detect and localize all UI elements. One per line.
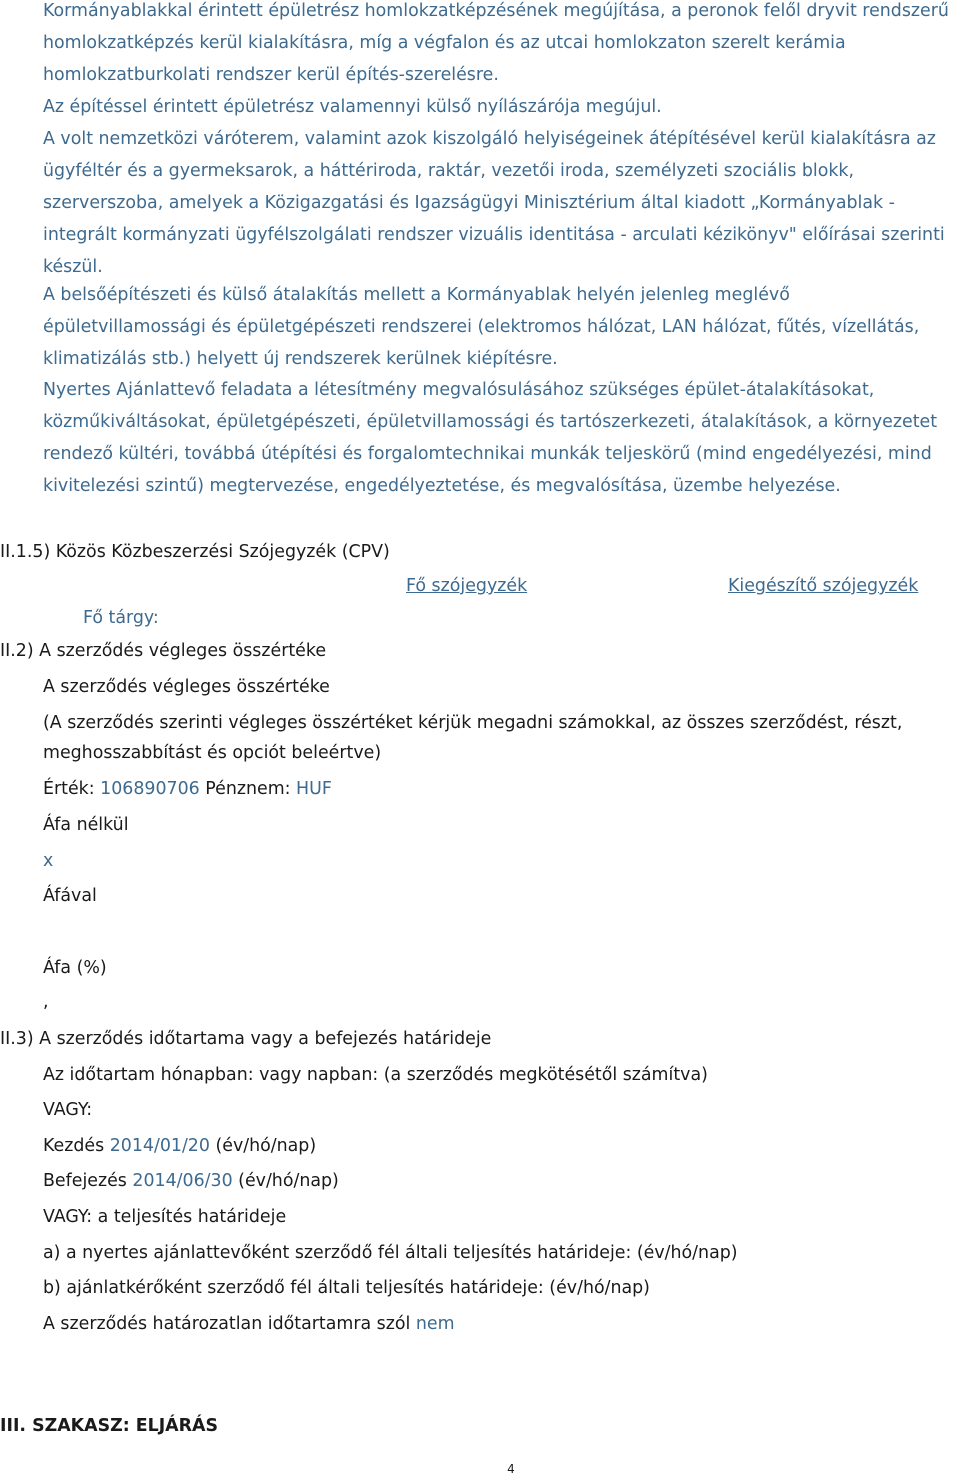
start-format: (év/hó/nap) [215, 1136, 317, 1156]
total-value-note-line-1: (A szerződés szerinti végleges összértéket kérjük megadni számokkal, az összes szerződést, részt, [43, 713, 903, 733]
main-vocabulary-link[interactable]: Fő szójegyzék [406, 576, 528, 596]
description-paragraph-1: Kormányablakkal érintett épületrész homlokzatképzésének megújítása, a peronok felől dryvit rendszerű homlokzatképzés kerül kialakításra, míg a végfalon és az utcai homlokzaton szerelt kerámia homlokzatburkolati rendszer kerül építés-szerelésre. [43, 1, 949, 85]
end-row [43, 1169, 339, 1193]
cpv-heading: II.1.5) Közös Közbeszerzési Szójegyzék (CPV) [0, 542, 390, 562]
deadline-line-b: b) ajánlatkérőként szerződő fél általi teljesítés határideje: (év/hó/nap) [43, 1278, 650, 1298]
duration-or-1: VAGY: [43, 1100, 93, 1120]
end-date: 2014/06/30 [132, 1171, 233, 1191]
value-amount: 106890706 [100, 779, 200, 799]
end-format: (év/hó/nap) [238, 1171, 339, 1191]
indefinite-row [43, 1312, 455, 1336]
vat-percent-label: Áfa (%) [43, 958, 107, 978]
deadline-line-a: a) a nyertes ajánlattevőként szerződő fél általi teljesítés határideje: (év/hó/nap) [43, 1243, 738, 1263]
duration-heading: II.3) A szerződés időtartama vagy a befejezés határideje [0, 1029, 492, 1049]
duration-months-days: Az időtartam hónapban: vagy napban: (a szerződés megkötésétől számítva) [43, 1065, 708, 1085]
indefinite-label: A szerződés határozatlan időtartamra szól [43, 1314, 411, 1334]
with-vat-label: Áfával [43, 886, 97, 906]
description-paragraph-2: Az építéssel érintett épületrész valamennyi külső nyílászárója megújul. [43, 97, 662, 117]
total-value-heading: II.2) A szerződés végleges összértéke [0, 641, 327, 661]
description-paragraph-4: A belsőépítészeti és külső átalakítás mellett a Kormányablak helyén jelenleg meglévő épületvillamossági és épületgépészeti rendszerei (elektromos hálózat, LAN hálózat, fűtés, vízellátás, klimatizálás stb.) helyett új rendszerek kerülnek kiépítésre. [43, 285, 920, 369]
end-label: Befejezés [43, 1171, 127, 1191]
vat-percent-value: , [43, 992, 49, 1012]
value-row [43, 777, 332, 801]
section-3-heading: III. SZAKASZ: ELJÁRÁS [0, 1416, 219, 1436]
total-value-note-line-2: meghosszabbítást és opciót beleértve) [43, 743, 382, 763]
value-label: Érték: [43, 779, 95, 799]
description-paragraph-5: Nyertes Ajánlattevő feladata a létesítmény megvalósulásához szükséges épület-átalakításokat, közműkiváltásokat, épületgépészeti, épületvillamossági és tartószerkezeti, átalakítások, a környezetet rendező kültéri, továbbá útépítési és forgalomtechnikai munkák teljeskörű (mind engedélyezési, mind kivitelezési szintű) megtervezése, engedélyeztetése, és megvalósítása, üzembe helyezése. [43, 380, 938, 496]
without-vat-mark: x [43, 851, 54, 871]
currency-value: HUF [296, 779, 332, 799]
start-row [43, 1134, 316, 1158]
currency-label: Pénznem: [205, 779, 291, 799]
indefinite-value: nem [415, 1314, 455, 1334]
total-value-subheading: A szerződés végleges összértéke [43, 677, 330, 697]
without-vat-label: Áfa nélkül [43, 815, 129, 835]
page-number: 4 [507, 1462, 515, 1476]
start-label: Kezdés [43, 1136, 105, 1156]
description-paragraph-3: A volt nemzetközi váróterem, valamint azok kiszolgáló helyiségeinek átépítésével kerül kialakításra az ügyféltér és a gyermeksarok, a háttériroda, raktár, vezetői iroda, személyzeti szociális blokk, szerverszoba, amelyek a Közigazgatási és Igazságügyi Minisztérium által kiadott „Kormányablak - integrált kormányzati ügyfélszolgálati rendszer vizuális identitása - arculati kézikönyv" előírásai szerinti készül. [43, 129, 945, 277]
supplementary-vocabulary-link[interactable]: Kiegészítő szójegyzék [728, 576, 919, 596]
duration-or-2: VAGY: a teljesítés határideje [43, 1207, 287, 1227]
main-object-label: Fő tárgy: [83, 608, 159, 628]
start-date: 2014/01/20 [109, 1136, 210, 1156]
